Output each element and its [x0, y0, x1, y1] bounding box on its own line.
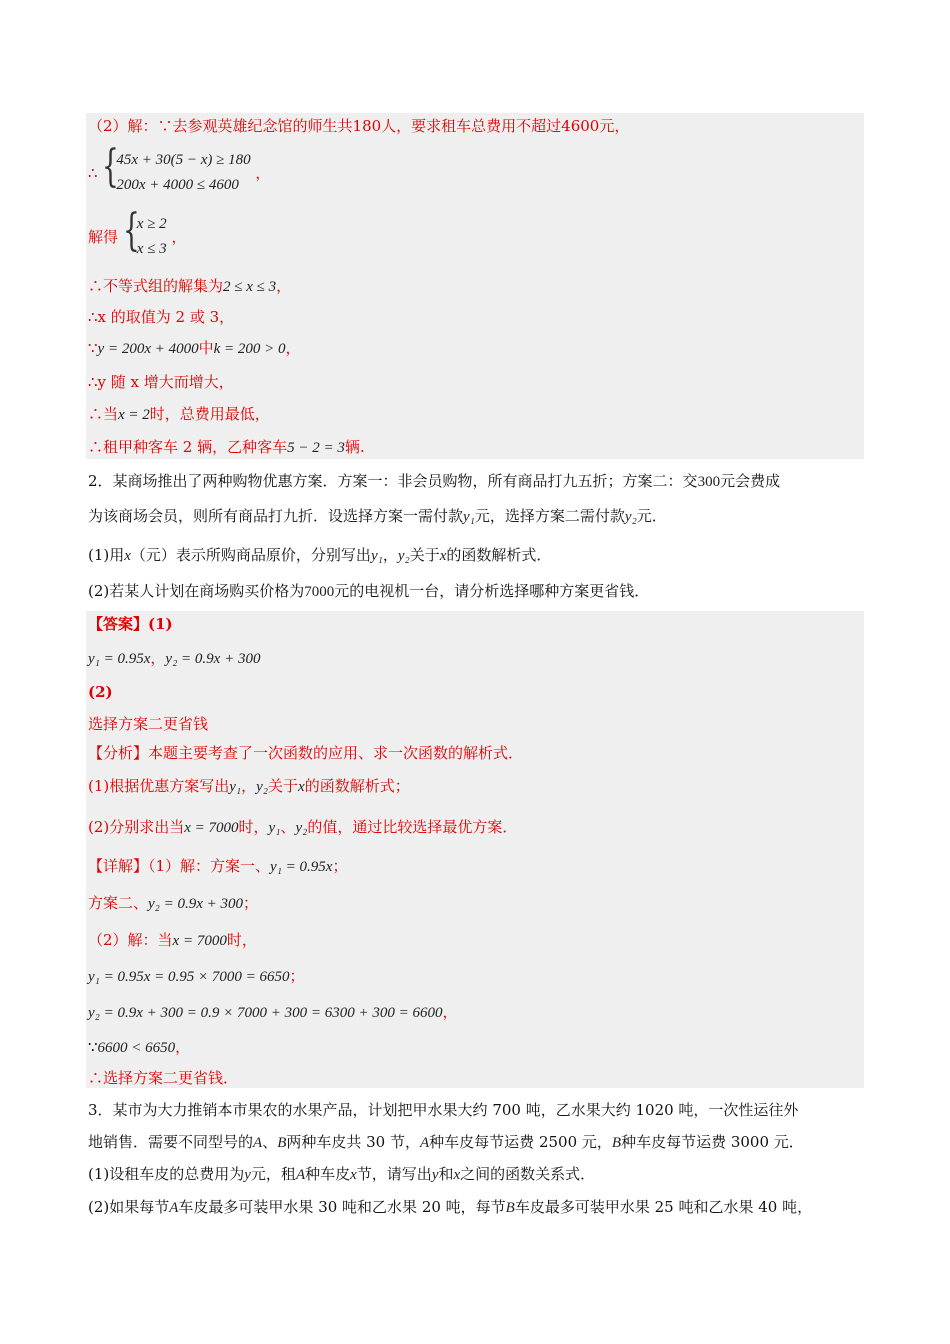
answer-part-1: y₁ = 0.95x，y₂ = 0.9x + 300 — [88, 649, 261, 667]
inequality-system-brace: { 45x + 30(5 − x) ≥ 180 200x + 4000 ≤ 4600 — [102, 141, 251, 193]
detail-line-6: ∵6600 < 6650， — [88, 1038, 191, 1056]
solution-system: 解得 { x ≥ 2 x ≤ 3 ， — [88, 212, 186, 262]
detail-line-1: 【详解】（1）解：方案一、y₁ = 0.95x； — [88, 857, 348, 875]
detail-line-2: 方案二、y₂ = 0.9x + 300； — [88, 894, 259, 912]
solution-line-8: ∴当x = 2时，总费用最低， — [88, 405, 270, 423]
detail-line-4: y₁ = 0.95x = 0.95 × 7000 = 6650； — [88, 967, 305, 985]
solution-line-5: ∴x 的取值为 2 或 3， — [88, 308, 235, 326]
solution-line-7: ∴y 随 x 增大而增大， — [88, 373, 234, 391]
answer-part-2: 选择方案二更省钱 — [88, 715, 209, 733]
inequality-system: ∴ { 45x + 30(5 − x) ≥ 180 200x + 4000 ≤ 4600 ， — [88, 148, 270, 198]
question-3-line-2: 地销售．需要不同型号的A、B两种车皮共 30 节，A种车皮每节运费 2500 元，B种车皮每节运费 3000 元． — [88, 1133, 804, 1151]
analysis-step-2: (2)分别求出当x = 7000时，y₁、y₂的值，通过比较选择最优方案． — [88, 818, 518, 836]
question-2-line-2: 为该商场会员，则所有商品打九折．设选择方案一需付款y₁元，选择方案二需付款y₂元． — [88, 507, 667, 525]
detail-line-5: y₂ = 0.9x + 300 = 0.9 × 7000 + 300 = 6300 + 300 = 6600， — [88, 1003, 458, 1021]
question-3-part-2: (2)如果每节A车皮最多可装甲水果 30 吨和乙水果 20 吨，每节B车皮最多可装甲水果 25 吨和乙水果 40 吨， — [88, 1198, 813, 1216]
detail-line-7: ∴选择方案二更省钱． — [88, 1069, 239, 1087]
solution-line-6: ∵y = 200x + 4000中k = 200 > 0， — [88, 339, 301, 357]
answer-label: 【答案】(1) — [88, 615, 173, 633]
question-2-line-1: 2．某商场推出了两种购物优惠方案．方案一：非会员购物，所有商品打九五折；方案二：交300元会费成 — [88, 472, 781, 490]
question-2-part-1: (1)用x（元）表示所购商品原价，分别写出y₁，y₂关于x的函数解析式． — [88, 546, 552, 564]
solution-line-1: （2）解：∵去参观英雄纪念馆的师生共180人，要求租车总费用不超过4600元， — [88, 117, 630, 135]
analysis-intro: 【分析】本题主要考查了一次函数的应用、求一次函数的解析式． — [88, 744, 524, 762]
question-3-part-1: (1)设租车皮的总费用为y元，租A种车皮x节，请写出y和x之间的函数关系式． — [88, 1165, 596, 1183]
analysis-step-1: (1)根据优惠方案写出y₁，y₂关于x的函数解析式； — [88, 777, 410, 795]
detail-line-3: （2）解：当x = 7000时， — [88, 931, 257, 949]
solution-line-4: ∴不等式组的解集为2 ≤ x ≤ 3， — [88, 277, 292, 295]
solution-line-9: ∴租甲种客车 2 辆，乙种客车5 − 2 = 3辆. — [88, 438, 365, 456]
question-2-part-2: (2)若某人计划在商场购买价格为7000元的电视机一台，请分析选择哪种方案更省钱． — [88, 582, 650, 600]
answer-part-2-label: (2) — [88, 683, 113, 701]
question-3-line-1: 3．某市为大力推销本市果农的水果产品，计划把甲水果大约 700 吨，乙水果大约 1020 吨，一次性运往外 — [88, 1101, 799, 1119]
solution-system-brace: { x ≥ 2 x ≤ 3 — [122, 205, 167, 257]
